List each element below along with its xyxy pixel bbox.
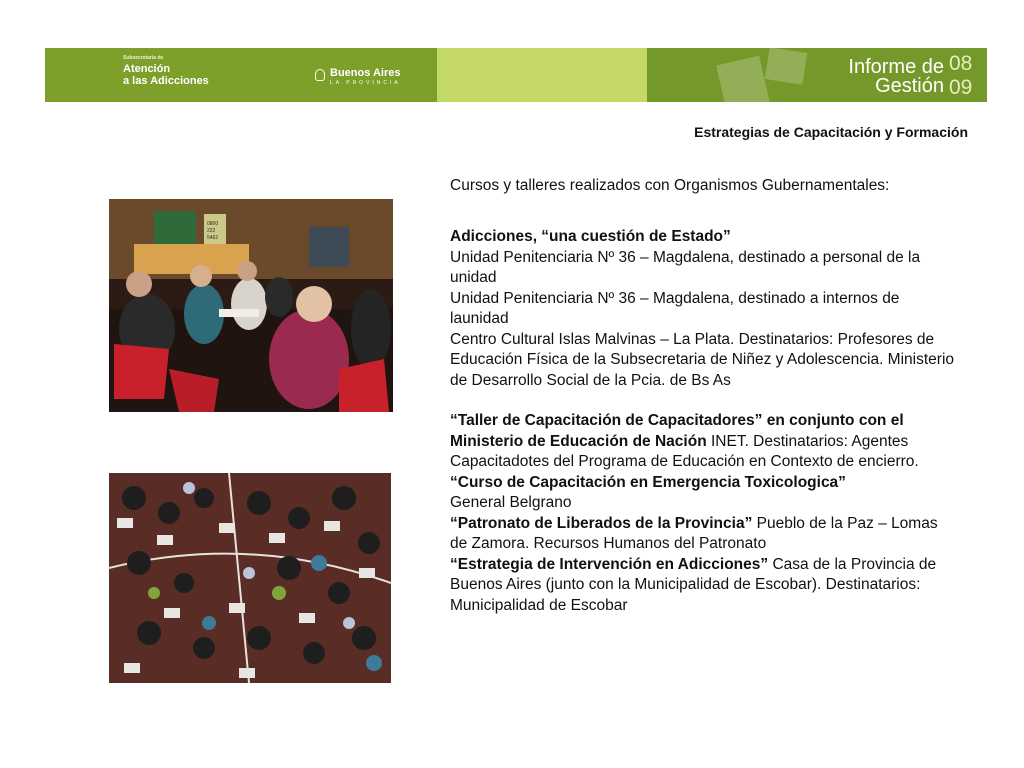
main-text: [450, 178, 955, 616]
workshop-photo-overhead: [109, 473, 391, 683]
report-year-2: 09: [949, 76, 973, 99]
course-description: General Belgrano: [450, 494, 572, 511]
intro-text: Cursos y talleres realizados con Organismos Gubernamentales:: [450, 177, 890, 194]
decorative-square: [765, 48, 808, 85]
section-line: Unidad Penitenciaria Nº 36 – Magdalena, destinado a personal de la unidad: [450, 248, 921, 286]
brand-subtitle: Subsecretaría de: [123, 55, 164, 61]
course-title: “Taller de Capacitación de Capacitadores” en conjunto con el Ministerio de Educación de Nación: [450, 412, 904, 450]
course-description: Pueblo de la Paz – Lomas de Zamora. Recursos Humanos del Patronato: [450, 514, 938, 552]
section-heading: Adicciones, “una cuestión de Estado”: [450, 228, 731, 245]
section-line: Centro Cultural Islas Malvinas – La Plata. Destinatarios: Profesores de Educación Física de la Subsecretaria de Niñez y Adolescencia. Ministerio de Desarrollo Social de la Pcia. de Bs As: [450, 330, 955, 389]
report-title-line-2: Gestión: [875, 75, 944, 97]
spacer: [450, 193, 955, 227]
report-year-1: 08: [949, 52, 973, 75]
header-banner: [45, 48, 987, 102]
report-title-line-1: Informe de: [848, 56, 944, 78]
report-years: [949, 52, 972, 100]
course-description: INET. Destinatarios: Agentes Capacitadotes del Programa de Educación en Contexto de encierro.: [450, 432, 919, 470]
page-title: Estrategias de Capacitación y Formación: [694, 124, 968, 140]
course-title: “Curso de Capacitación en Emergencia Toxicologica”: [450, 473, 846, 491]
header-middle-panel: [437, 48, 647, 102]
course-description: Casa de la Provincia de Buenos Aires (junto con la Municipalidad de Escobar). Destinatarios: Municipalidad de Escobar: [450, 555, 937, 614]
province-logo-text: Buenos Aires: [330, 67, 401, 79]
header-left-panel: [45, 48, 437, 102]
section-line: Unidad Penitenciaria Nº 36 – Magdalena, destinado a internos de launidad: [450, 289, 900, 327]
brand-line-2: a las Adicciones: [123, 75, 209, 87]
header-right-panel: [647, 48, 987, 102]
svg-text:0800 222 5462: 0800 222 5462: [207, 221, 219, 241]
decorative-square: [716, 56, 770, 102]
province-logo-subtext: LA PROVINCIA: [330, 80, 401, 86]
brand-line-1: Atención: [123, 63, 171, 75]
shield-icon: [315, 69, 325, 81]
course-title: “Estrategia de Intervención en Adicciones”: [450, 555, 769, 573]
course-title: “Patronato de Liberados de la Provincia”: [450, 514, 753, 532]
report-title: [832, 58, 944, 96]
brand-logo-text: [123, 63, 209, 87]
spacer: [450, 391, 955, 411]
workshop-photo-seated-circle: [109, 199, 393, 412]
